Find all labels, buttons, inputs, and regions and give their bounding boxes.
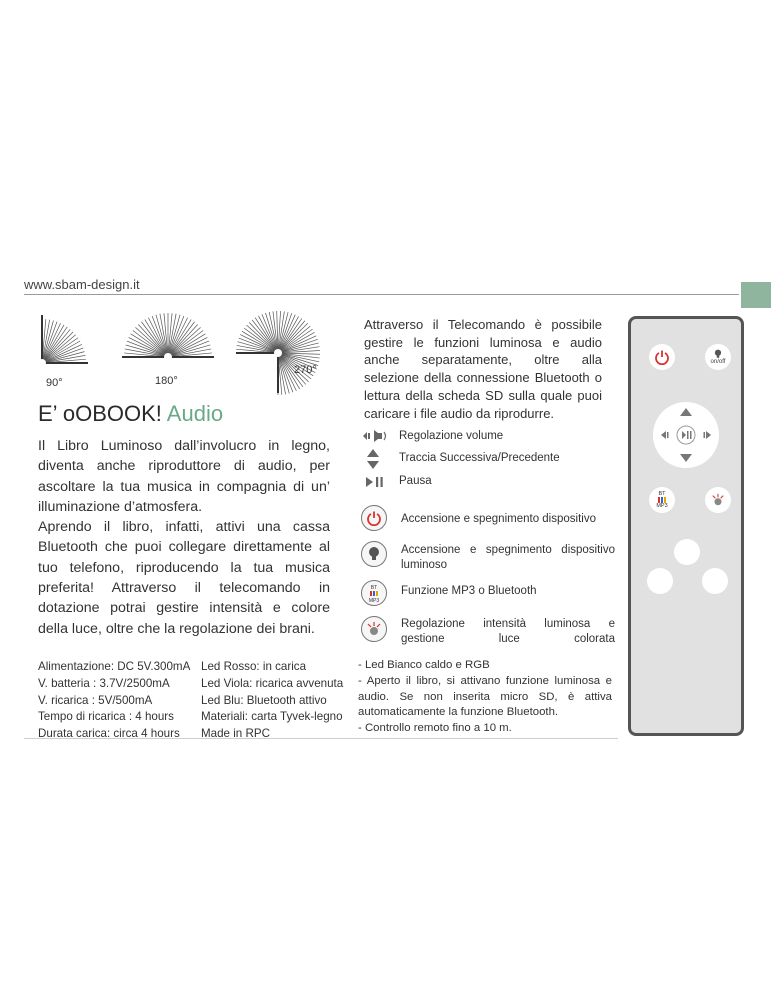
legend-light-label: Regolazione intensità luminosa e gestione luce colorata <box>401 618 615 645</box>
down-arrow-icon <box>680 454 692 462</box>
fan-90-label: 90° <box>46 377 63 389</box>
volume-icon <box>362 429 388 443</box>
title-prefix: E’ oOBOOK! <box>38 401 162 426</box>
fan-180-graphic <box>122 313 214 361</box>
spec-item: Materiali: carta Tyvek-legno <box>201 710 343 724</box>
spec-item: Durata carica: circa 4 hours <box>38 727 180 741</box>
play-icon <box>682 431 686 439</box>
remote-intro-text: Attraverso il Telecomando è possibile gestire le funzioni luminosa e audio anche separatamente, oltre alla selezione della connessione Bluetooth o lettura della scheda SD sulla quale puoi caricare i file audio da riprodurre. <box>364 317 602 421</box>
fan-90-graphic <box>38 315 88 367</box>
fan-270-graphic <box>236 311 320 395</box>
mp3-label: MP3 <box>656 503 668 509</box>
bt-label: BT <box>658 491 666 497</box>
product-title <box>38 401 223 427</box>
legend-track-text: Traccia Successiva/Precedente <box>399 452 560 464</box>
remote-blank-button-right[interactable] <box>702 568 728 594</box>
bulb-icon <box>361 541 387 567</box>
specs-right-column <box>201 659 343 743</box>
volume-down-icon <box>661 431 666 439</box>
volume-up-icon <box>706 431 711 439</box>
product-notes <box>358 658 612 737</box>
site-url: www.sbam-design.it <box>24 277 140 292</box>
legend-bt-text: Funzione MP3 o Bluetooth <box>401 585 537 597</box>
svg-text:BT: BT <box>370 585 378 591</box>
product-description <box>38 436 330 639</box>
bulb-icon <box>713 349 723 359</box>
play-pause-icon <box>365 476 385 488</box>
bt-mp3-icon <box>361 580 387 606</box>
description-paragraph-1: Il Libro Luminoso dall’involucro in legno, diventa anche riproduttore di audio, per ascoltare la tua musica in compagnia di un’ illuminazione d’atmosfera. <box>38 438 330 515</box>
footer-divider <box>24 738 618 739</box>
power-icon <box>654 349 670 365</box>
legend-volume-text: Regolazione volume <box>399 430 504 442</box>
title-accent: Audio <box>166 401 224 426</box>
fan-180-label: 180° <box>155 375 178 387</box>
light-color-icon <box>710 493 726 507</box>
spec-item: V. ricarica : 5V/500mA <box>38 693 153 707</box>
remote-dpad <box>653 402 719 468</box>
spec-item: Made in RPC <box>201 727 270 741</box>
spec-item: V. batteria : 3.7V/2500mA <box>38 676 170 690</box>
light-color-icon <box>361 616 387 642</box>
legend-bulb-text: Accensione e spegnimento dispositivo luminoso <box>401 544 615 571</box>
spec-item: Led Rosso: in carica <box>201 660 307 673</box>
remote-power-button[interactable] <box>649 344 675 370</box>
header-divider <box>24 294 739 295</box>
note-item: - Aperto il libro, si attivano funzione luminosa e audio. Se non inserita micro SD, è attiva automaticamente la funzione Bluetooth. <box>358 674 612 719</box>
remote-color-button[interactable] <box>705 487 731 513</box>
note-item: - Led Bianco caldo e RGB <box>358 659 490 671</box>
svg-text:MP3: MP3 <box>368 598 380 603</box>
legend-light-text <box>401 617 615 647</box>
specs-left-column <box>38 659 190 743</box>
remote-blank-button-left[interactable] <box>647 568 673 594</box>
remote-control <box>628 316 744 736</box>
spec-item: Alimentazione: DC 5V.300mA <box>38 660 191 673</box>
corner-accent-square <box>741 282 771 308</box>
remote-bt-mp3-button[interactable] <box>649 487 675 513</box>
power-icon <box>361 505 387 531</box>
up-arrow-icon <box>680 408 692 416</box>
legend-power-text: Accensione e spegnimento dispositivo <box>401 513 596 525</box>
spec-item: Tempo di ricarica : 4 hours <box>38 710 174 724</box>
onoff-label: on/off <box>710 359 726 365</box>
spec-item: Led Blu: Bluetooth attivo <box>201 693 327 707</box>
remote-blank-button-top[interactable] <box>674 539 700 565</box>
spec-item: Led Viola: ricarica avvenuta <box>201 676 344 690</box>
fan-270-label: 270° <box>294 364 317 376</box>
note-item: - Controllo remoto fino a 10 m. <box>358 722 512 735</box>
opening-angles-illustration <box>36 305 336 395</box>
up-down-arrows-icon <box>366 449 380 469</box>
legend-pause-text: Pausa <box>399 475 432 487</box>
remote-light-button[interactable] <box>705 344 731 370</box>
description-paragraph-2: Aprendo il libro, infatti, attivi una cassa Bluetooth che puoi collegare direttamente al tuo telefono, riproducendo la tua musica preferita! Attraverso il telecomando in dotazione potrai gestire intensità e colore della luce, oltre che la regolazione dei brani. <box>38 519 330 637</box>
